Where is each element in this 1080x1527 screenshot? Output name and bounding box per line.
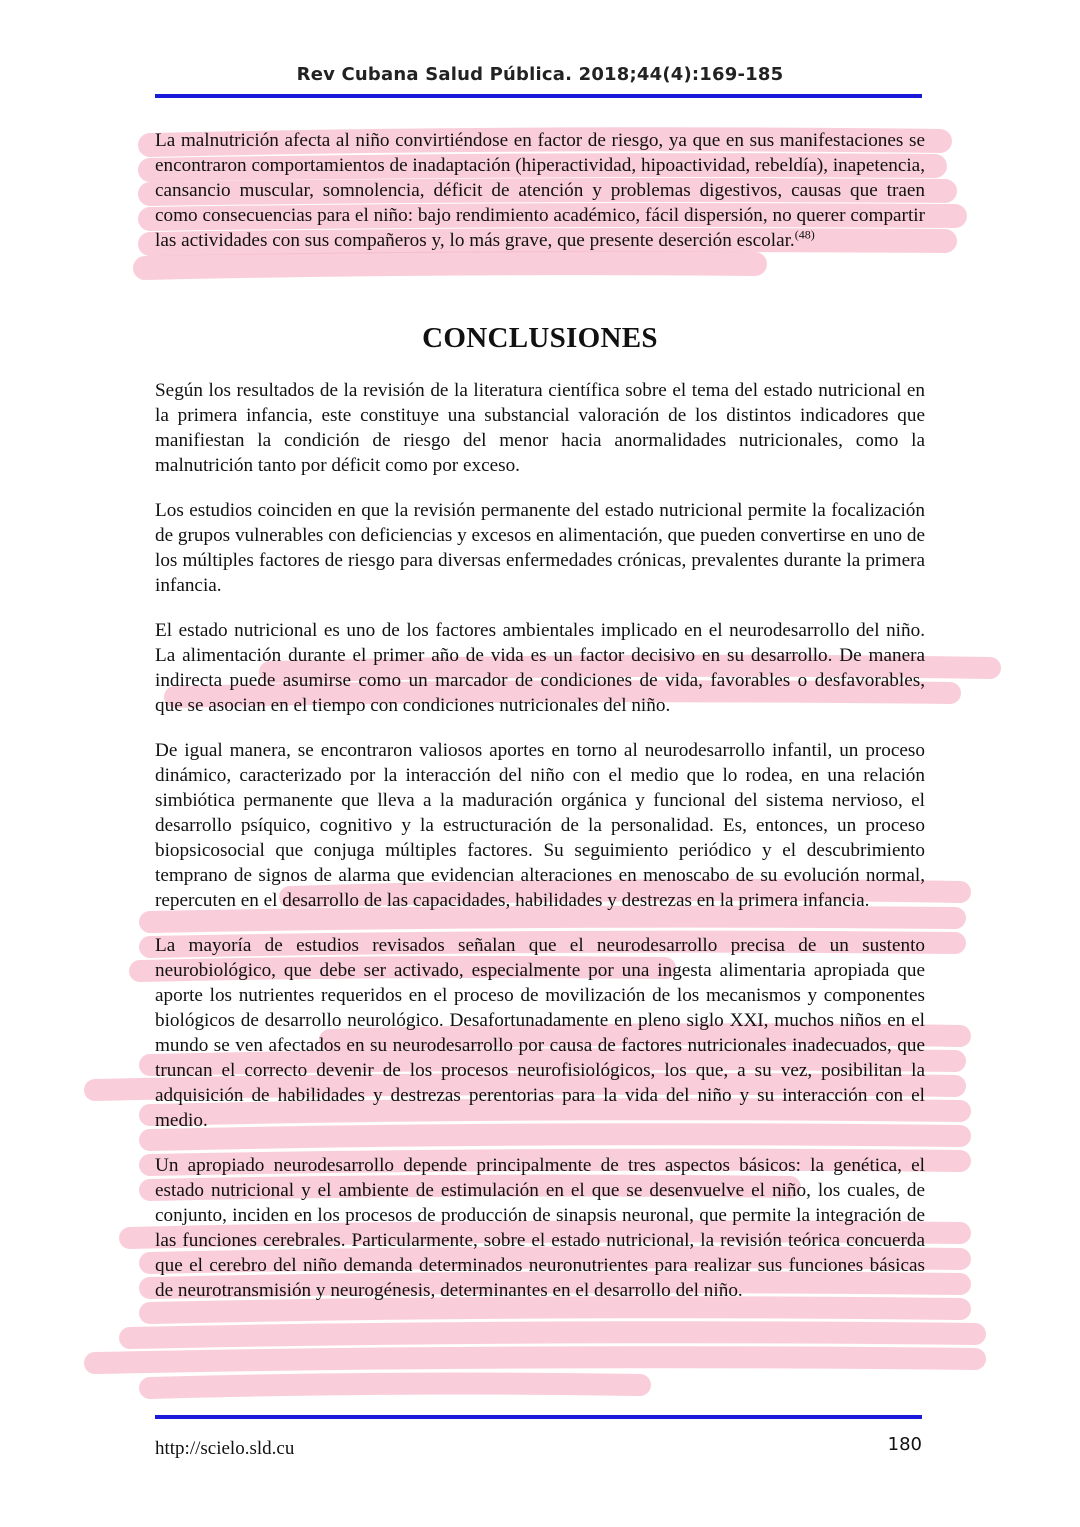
paragraph: Los estudios coinciden en que la revisión permanente del estado nutricional permite la focalización de grupos vulnerables con deficiencias y excesos en alimentación, que pueden convertirse en uno de los múltiples factores de riesgo para diversas enfermedades crónicas, prevalentes durante la primera infancia. — [155, 500, 925, 596]
highlight-stroke — [95, 1357, 975, 1363]
paragraph: El estado nutricional es uno de los factores ambientales implicado en el neurodesarrollo del niño. La alimentación durante el primer año de vida es un factor decisivo en su desarrollo. De manera indirecta puede asumirse como un marcador de condiciones de vida, favorables o desfavorables, que se asocian en el tiempo con condiciones nutricionales del niño. — [155, 620, 925, 716]
citation-reference[interactable]: (48) — [794, 227, 815, 242]
paragraph: Un apropiado neurodesarrollo depende principalmente de tres aspectos básicos: la genética, el estado nutricional y el ambiente de estimulación en el que se desenvuelve el niño, los cuales, de conjunto, inciden en los procesos de producción de sinapsis neuronal, que permite la integración de las funciones cerebrales. Particularmente, sobre el estado nutricional, la revisión teórica concuerda que el cerebro del niño demanda determinados neuronutrientes para realizar sus funciones básicas de neurotransmisión y neurogénesis, determinantes en el desarrollo del niño. — [155, 1155, 925, 1301]
page-content — [155, 128, 925, 1323]
paragraph: De igual manera, se encontraron valiosos aportes en torno al neurodesarrollo infantil, un proceso dinámico, caracterizado por la interacción del niño con el medio que lo rodea, en una relación simbiótica permanente que lleva a la maduración orgánica y funcional del sistema nervioso, el desarrollo psíquico, cognitivo y la estructuración de la personalidad. Es, entonces, un proceso biopsicosocial que conjuga múltiples factores. Su seguimiento periódico y el descubrimiento temprano de signos de alarma que evidencian alteraciones en menoscabo de su evolución normal, repercuten en el desarrollo de las capacidades, habilidades y destrezas en la primera infancia. — [155, 740, 925, 911]
running-header: Rev Cubana Salud Pública. 2018;44(4):169-185 — [296, 64, 784, 85]
footer-rule — [155, 1415, 922, 1419]
paragraph: La mayoría de estudios revisados señalan que el neurodesarrollo precisa de un sustento neurobiológico, que debe ser activado, especialmente por una ingesta alimentaria apropiada que aporte los nutrientes requeridos en el proceso de movilización de los mecanismos y componentes biológicos de desarrollo neurológico. Desafortunadamente en pleno siglo XXI, muchos niños en el mundo se ven afectados en su neurodesarrollo por causa de factores nutricionales inadecuados, que truncan el correcto devenir de los procesos neurofisiológicos, los que, a su vez, posibilitan la adquisición de habilidades y destrezas perentorias para la vida del niño y su interacción con el medio. — [155, 935, 925, 1131]
highlight-stroke — [150, 1384, 640, 1388]
paragraph: Según los resultados de la revisión de la literatura científica sobre el tema del estado nutricional en la primera infancia, este constituye una substancial valoración de los distintos indicadores que manifiestan la condición de riesgo del menor hacia anormalidades nutricionales, como la malnutrición tanto por déficit como por exceso. — [155, 380, 925, 476]
page-number: 180 — [887, 1434, 922, 1455]
intro-paragraph-text: La malnutrición afecta al niño convirtiéndose en factor de riesgo, ya que en sus manifestaciones se encontraron comportamientos de inadaptación (hiperactividad, hipoactividad, rebeldía), inapetencia, cansancio muscular, somnolencia, déficit de atención y problemas digestivos, causas que traen como consecuencias para el niño: bajo rendimiento académico, fácil dispersión, no querer compartir las actividades con sus compañeros y, lo más grave, que presente deserción escolar. — [155, 130, 925, 251]
highlight-stroke — [130, 1332, 975, 1338]
section-title: CONCLUSIONES — [422, 322, 658, 354]
intro-paragraph — [155, 128, 925, 253]
header-rule — [155, 94, 922, 98]
footer-url-link[interactable]: http://scielo.sld.cu — [155, 1438, 295, 1459]
